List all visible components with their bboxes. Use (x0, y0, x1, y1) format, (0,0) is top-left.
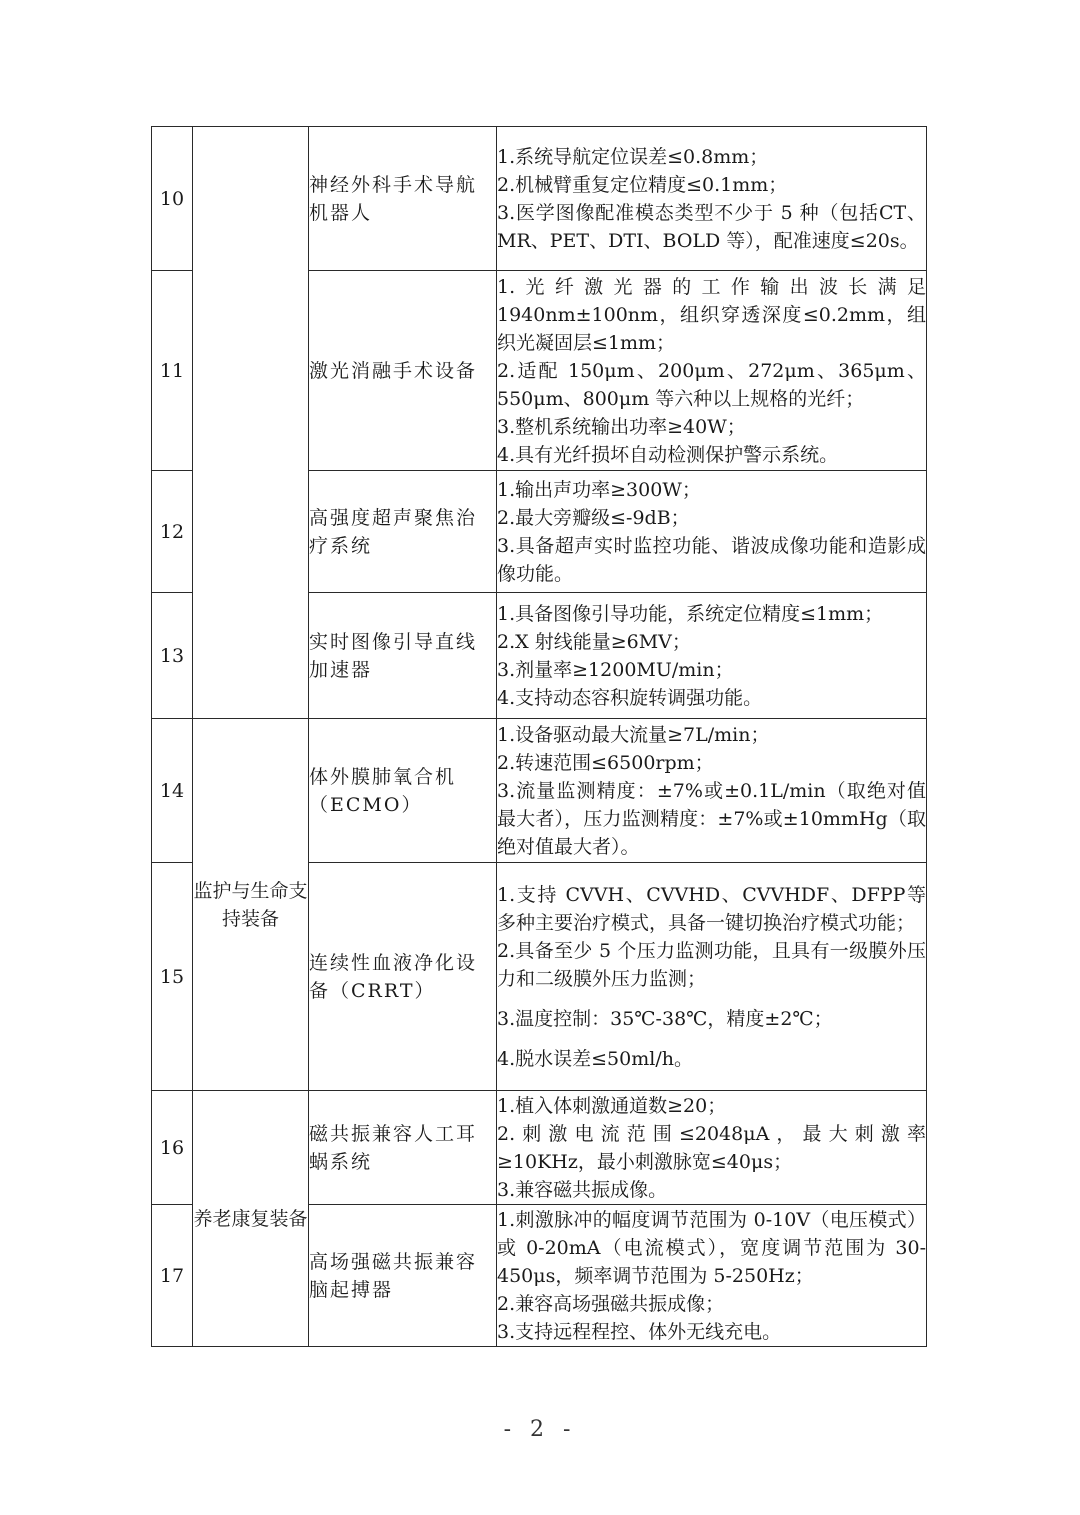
requirements-cell (497, 127, 927, 271)
page-number: - 2 - (503, 1417, 577, 1442)
row-number: 12 (152, 471, 193, 593)
equipment-spec-table (151, 126, 927, 1347)
table-row (152, 1091, 927, 1205)
requirement-item: 3.医学图像配准模态类型不少于 5 种（包括CT、MR、PET、DTI、BOLD 等），配准速度≤20s。 (497, 201, 926, 252)
requirement-item: 4.脱水误差≤50ml/h。 (497, 1047, 693, 1070)
requirement-item: 2.转速范围≤6500rpm； (497, 751, 714, 774)
row-number: 17 (152, 1205, 193, 1347)
requirement-item: 2.最大旁瓣级≤-9dB； (497, 506, 690, 529)
requirement-item: 3.温度控制：35℃-38℃，精度±2℃； (497, 1007, 833, 1030)
equipment-name: 体外膜肺氧合机（ECMO） (309, 719, 497, 863)
row-number: 16 (152, 1091, 193, 1205)
requirements-cell (497, 863, 927, 1091)
requirement-item: 4.具有光纤损坏自动检测保护警示系统。 (497, 443, 839, 466)
requirement-item: 1.设备驱动最大流量≥7L/min； (497, 723, 770, 746)
table-row (152, 719, 927, 863)
row-number: 14 (152, 719, 193, 863)
requirements-cell (497, 719, 927, 863)
requirement-item: 3.剂量率≥1200MU/min； (497, 658, 734, 681)
category-cell: 养老康复装备 (193, 1091, 309, 1347)
requirement-item: 2.具备至少 5 个压力监测功能，且具有一级膜外压力和二级膜外压力监测； (497, 939, 926, 990)
row-number: 10 (152, 127, 193, 271)
requirement-item: 3.整机系统输出功率≥40W； (497, 415, 746, 438)
requirements-cell (497, 1205, 927, 1347)
requirement-item: 1.刺激脉冲的幅度调节范围为 0-10V（电压模式）或 0-20mA（电流模式），宽度调节范围为 30-450μs，频率调节范围为 5-250Hz； (497, 1208, 926, 1287)
requirements-cell (497, 471, 927, 593)
equipment-name: 实时图像引导直线加速器 (309, 593, 497, 719)
requirement-item: 1.具备图像引导功能，系统定位精度≤1mm； (497, 602, 884, 625)
requirement-item: 2.刺激电流范围≤2048μA，最大刺激率≥10KHz，最小刺激脉宽≤40μs； (497, 1122, 926, 1173)
requirement-item: 1.系统导航定位误差≤0.8mm； (497, 145, 769, 168)
category-cell-empty (193, 127, 309, 719)
requirement-item: 2.适配 150μm、200μm、272μm、365μm、550μm、800μm 等六种以上规格的光纤； (497, 359, 926, 410)
equipment-name: 连续性血液净化设备（CRRT） (309, 863, 497, 1091)
row-number: 11 (152, 271, 193, 471)
requirement-item: 3.具备超声实时监控功能、谐波成像功能和造影成像功能。 (497, 534, 926, 585)
requirement-item: 3.支持远程程控、体外无线充电。 (497, 1320, 782, 1343)
requirement-item: 4.支持动态容积旋转调强功能。 (497, 686, 763, 709)
requirement-item: 2.机械臂重复定位精度≤0.1mm； (497, 173, 788, 196)
table-row (152, 127, 927, 271)
equipment-name: 磁共振兼容人工耳蜗系统 (309, 1091, 497, 1205)
requirement-item: 1.支持 CVVH、CVVHD、CVVHDF、DFPP等多种主要治疗模式，具备一键切换治疗模式功能； (497, 883, 926, 934)
requirements-cell (497, 593, 927, 719)
row-number: 15 (152, 863, 193, 1091)
requirements-cell (497, 1091, 927, 1205)
equipment-name: 神经外科手术导航机器人 (309, 127, 497, 271)
row-number: 13 (152, 593, 193, 719)
requirement-item: 3.流量监测精度：±7%或±0.1L/min（取绝对值最大者），压力监测精度：±7%或±10mmHg（取绝对值最大者）。 (497, 779, 926, 858)
requirements-cell (497, 271, 927, 471)
requirement-item: 1.植入体刺激通道数≥20； (497, 1094, 727, 1117)
equipment-name: 激光消融手术设备 (309, 271, 497, 471)
requirement-item: 2.兼容高场强磁共振成像； (497, 1292, 725, 1315)
category-cell: 监护与生命支持装备 (193, 719, 309, 1091)
equipment-name: 高强度超声聚焦治疗系统 (309, 471, 497, 593)
requirement-item: 3.兼容磁共振成像。 (497, 1178, 668, 1201)
requirement-item: 1.光纤激光器的工作输出波长满足1940nm±100nm，组织穿透深度≤0.2mm，组织光凝固层≤1mm； (497, 275, 926, 354)
requirement-item: 1.输出声功率≥300W； (497, 478, 701, 501)
equipment-name: 高场强磁共振兼容脑起搏器 (309, 1205, 497, 1347)
requirement-item: 2.X 射线能量≥6MV； (497, 630, 691, 653)
